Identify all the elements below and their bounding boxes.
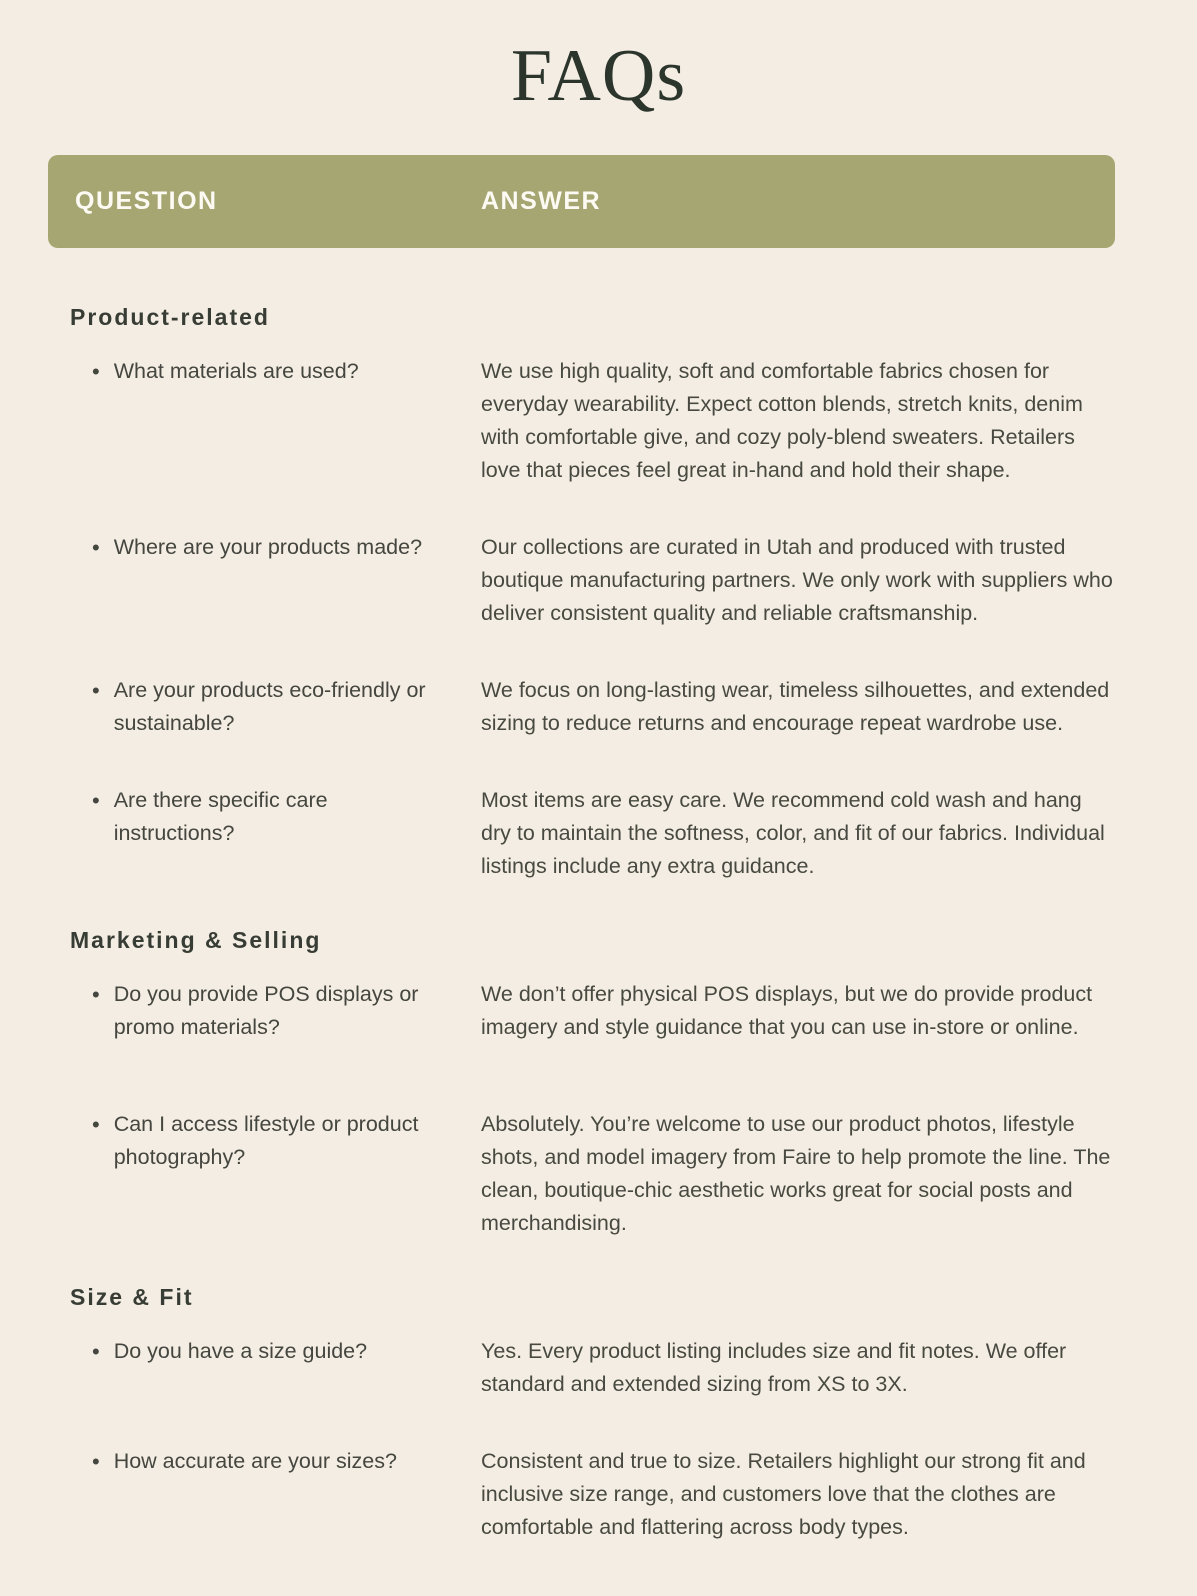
question-column-header: QUESTION xyxy=(75,187,218,215)
answer-text: Most items are easy care. We recommend cold wash and hang dry to maintain the softness, color, and fit of our fabrics. Individual listings include any extra guidance. xyxy=(481,788,1105,878)
answer-text: We focus on long-lasting wear, timeless silhouettes, and extended sizing to reduce returns and encourage repeat wardrobe use. xyxy=(481,678,1110,735)
question-text: Do you provide POS displays or promo materials? xyxy=(113,982,419,1039)
question-text: What materials are used? xyxy=(113,359,359,383)
question-cell xyxy=(70,978,481,1044)
question-text: Are your products eco-friendly or sustainable? xyxy=(113,678,426,735)
faq-row xyxy=(70,978,1115,1044)
section-heading-marketing-selling: Marketing & Selling xyxy=(70,927,322,953)
table-header-bar xyxy=(48,155,1115,248)
section-heading-size-fit: Size & Fit xyxy=(70,1284,194,1310)
faq-row xyxy=(70,355,1115,487)
bullet-icon: • xyxy=(92,678,100,703)
faq-content xyxy=(0,248,1197,1544)
faq-row xyxy=(70,674,1115,740)
bullet-icon: • xyxy=(92,788,100,813)
question-cell xyxy=(70,674,481,740)
bullet-icon: • xyxy=(92,1449,100,1474)
question-text: Are there specific care instructions? xyxy=(113,788,328,845)
answer-text: We don’t offer physical POS displays, but we do provide product imagery and style guidance that you can use in-store or online. xyxy=(481,982,1093,1039)
answer-text: Consistent and true to size. Retailers highlight our strong fit and inclusive size range, and customers love that the clothes are comfortable and flattering across body types. xyxy=(481,1449,1086,1539)
question-cell xyxy=(70,355,481,487)
answer-text: We use high quality, soft and comfortable fabrics chosen for everyday wearability. Expect cotton blends, stretch knits, denim with comfortable give, and cozy poly-blend sweaters. Retailers love that pieces feel great in-hand and hold their shape. xyxy=(481,359,1083,482)
faq-row xyxy=(70,1108,1115,1240)
section-heading-product-related: Product-related xyxy=(70,304,270,330)
question-text: How accurate are your sizes? xyxy=(113,1449,397,1473)
bullet-icon: • xyxy=(92,982,100,1007)
faq-row xyxy=(70,531,1115,630)
question-text: Can I access lifestyle or product photography? xyxy=(113,1112,419,1169)
question-cell xyxy=(70,1335,481,1401)
bullet-icon: • xyxy=(92,1339,100,1364)
question-cell xyxy=(70,1108,481,1240)
question-cell xyxy=(70,1445,481,1544)
faq-row xyxy=(70,1335,1115,1401)
bullet-icon: • xyxy=(92,1112,100,1137)
bullet-icon: • xyxy=(92,535,100,560)
answer-text: Absolutely. You’re welcome to use our product photos, lifestyle shots, and model imagery from Faire to help promote the line. The clean, boutique-chic aesthetic works great for social posts and merchandising. xyxy=(481,1112,1111,1235)
question-cell xyxy=(70,784,481,883)
page-title: FAQs xyxy=(510,35,687,117)
question-text: Do you have a size guide? xyxy=(113,1339,368,1363)
faq-row xyxy=(70,784,1115,883)
question-text: Where are your products made? xyxy=(113,535,423,559)
answer-text: Our collections are curated in Utah and produced with trusted boutique manufacturing partners. We only work with suppliers who deliver consistent quality and reliable craftsmanship. xyxy=(481,535,1113,625)
bullet-icon: • xyxy=(92,359,100,384)
answer-text: Yes. Every product listing includes size and fit notes. We offer standard and extended sizing from XS to 3X. xyxy=(481,1339,1067,1396)
question-cell xyxy=(70,531,481,630)
answer-column-header: ANSWER xyxy=(481,187,602,215)
faq-row xyxy=(70,1445,1115,1544)
